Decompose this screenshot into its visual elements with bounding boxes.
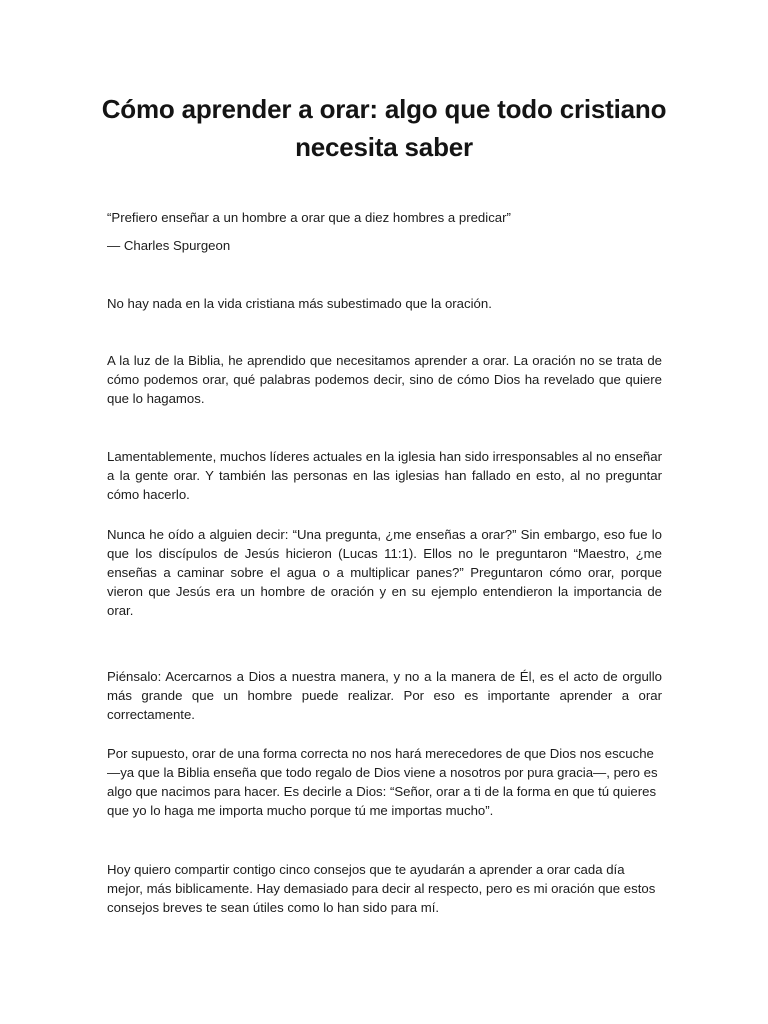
paragraph-1: No hay nada en la vida cristiana más subestimado que la oración. <box>107 296 492 311</box>
paragraph-2: A la luz de la Biblia, he aprendido que necesitamos aprender a orar. La oración no se trata de cómo podemos orar, qué palabras podemos decir, sino de cómo Dios ha revelado que quiere que lo hagamos. <box>107 353 662 406</box>
epigraph-author: — Charles Spurgeon <box>107 238 231 253</box>
paragraph-6: Por supuesto, orar de una forma correcta no nos hará merecedores de que Dios nos escuche —ya que la Biblia enseña que todo regalo de Dios viene a nosotros por pura gracia—, pero es algo que nacimos para hacer. Es decirle a Dios: “Señor, orar a ti de la forma en que tú quieres que yo lo haga me importa mucho porque tú me importas mucho”. <box>107 746 658 818</box>
paragraph-7: Hoy quiero compartir contigo cinco consejos que te ayudarán a aprender a orar cada día mejor, más biblicamente. Hay demasiado para decir al respecto, pero es mi oración que estos consejos breves te sean útiles como lo han sido para mí. <box>107 862 656 915</box>
epigraph-quote: “Prefiero enseñar a un hombre a orar que a diez hombres a predicar” <box>107 210 511 225</box>
paragraph-4: Nunca he oído a alguien decir: “Una pregunta, ¿me enseñas a orar?” Sin embargo, eso fue lo que los discípulos de Jesús hicieron (Lucas 11:1). Ellos no le preguntaron “Maestro, ¿me enseñas a caminar sobre el agua o a multiplicar panes?” Preguntaron cómo orar, porque vieron que Jesús era un hombre de oración y en su ejemplo entendieron la importancia de orar. <box>107 527 662 618</box>
paragraph-3: Lamentablemente, muchos líderes actuales en la iglesia han sido irresponsables al no enseñar a la gente orar. Y también las personas en las iglesias han fallado en esto, al no preguntar cómo hacerlo. <box>107 449 662 502</box>
document-title: Cómo aprender a orar: algo que todo cristiano necesita saber <box>101 94 667 162</box>
paragraph-5: Piénsalo: Acercarnos a Dios a nuestra manera, y no a la manera de Él, es el acto de orgullo más grande que un hombre puede realizar. Por eso es importante aprender a orar correctamente. <box>107 669 662 722</box>
